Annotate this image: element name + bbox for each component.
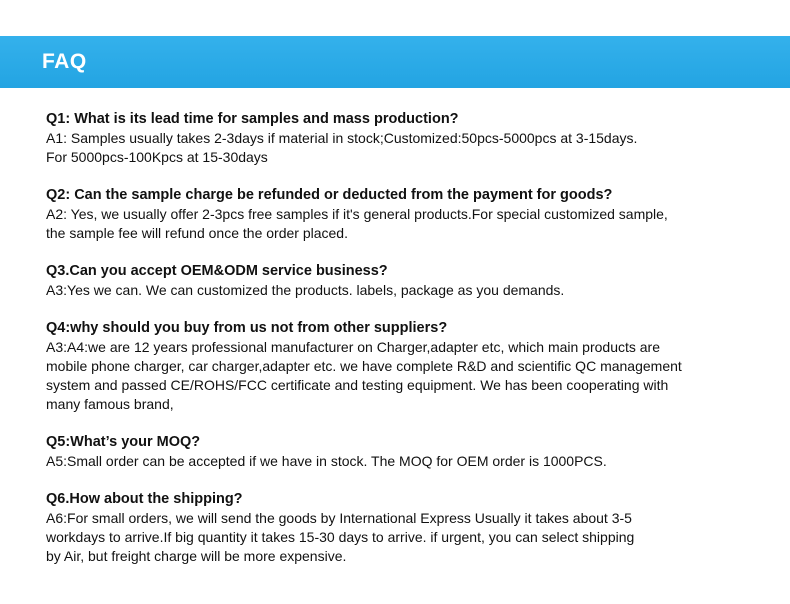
- faq-item-2: [46, 186, 766, 243]
- faq-answer-line: system and passed CE/ROHS/FCC certificate and testing equipment. We has been cooperating with: [46, 377, 669, 393]
- faq-answer-line: the sample fee will refund once the order placed.: [46, 225, 348, 241]
- faq-answer: [46, 281, 766, 300]
- faq-answer-line: by Air, but freight charge will be more expensive.: [46, 548, 347, 564]
- faq-answer-line: many famous brand,: [46, 396, 174, 412]
- faq-answer-line: mobile phone charger, car charger,adapter etc. we have complete R&D and scientific QC management: [46, 358, 682, 374]
- faq-item-3: [46, 262, 766, 300]
- faq-item-6: [46, 490, 766, 566]
- faq-item-4: [46, 319, 766, 414]
- faq-question: Q3.Can you accept OEM&ODM service business?: [46, 263, 388, 279]
- faq-answer: [46, 452, 766, 471]
- faq-question: Q5:What’s your MOQ?: [46, 434, 201, 450]
- faq-answer-line: A6:For small orders, we will send the goods by International Express Usually it takes about 3-5: [46, 510, 632, 526]
- faq-answer-line: A3:A4:we are 12 years professional manufacturer on Charger,adapter etc, which main products are: [46, 339, 660, 355]
- faq-answer: [46, 129, 766, 167]
- faq-answer-line: A5:Small order can be accepted if we have in stock. The MOQ for OEM order is 1000PCS.: [46, 453, 607, 469]
- faq-question: Q1: What is its lead time for samples and mass production?: [46, 111, 459, 127]
- faq-answer: [46, 338, 766, 414]
- faq-answer-line: For 5000pcs-100Kpcs at 15-30days: [46, 149, 268, 165]
- faq-question: Q6.How about the shipping?: [46, 491, 243, 507]
- faq-answer: [46, 509, 766, 566]
- faq-item-1: [46, 110, 766, 167]
- faq-answer-line: workdays to arrive.If big quantity it takes 15-30 days to arrive. if urgent, you can select shipping: [46, 529, 635, 545]
- faq-answer-line: A1: Samples usually takes 2-3days if material in stock;Customized:50pcs-5000pcs at 3-15days.: [46, 130, 638, 146]
- faq-question: Q2: Can the sample charge be refunded or deducted from the payment for goods?: [46, 187, 613, 203]
- faq-item-5: [46, 433, 766, 471]
- faq-answer-line: A3:Yes we can. We can customized the products. labels, package as you demands.: [46, 282, 565, 298]
- faq-answer: [46, 205, 766, 243]
- faq-question: Q4:why should you buy from us not from other suppliers?: [46, 320, 448, 336]
- faq-banner: [0, 36, 790, 88]
- faq-list: [46, 110, 766, 585]
- page-title: FAQ: [42, 50, 87, 73]
- faq-answer-line: A2: Yes, we usually offer 2-3pcs free samples if it's general products.For special customized sample,: [46, 206, 668, 222]
